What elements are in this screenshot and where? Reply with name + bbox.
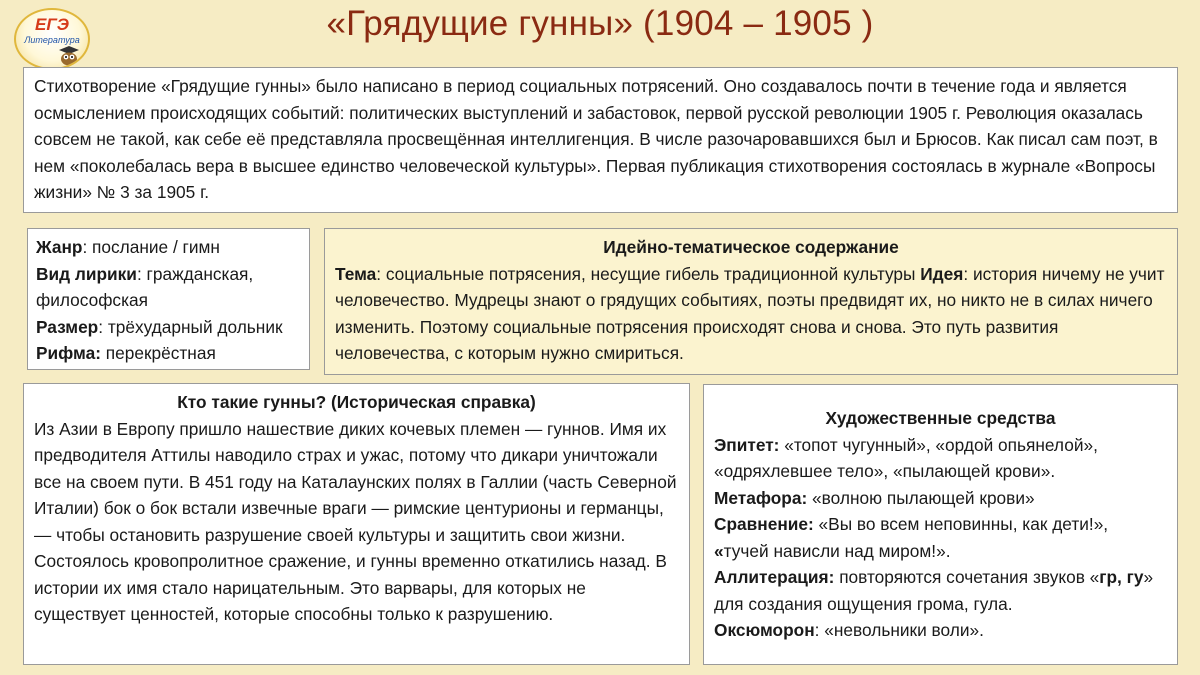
idea-value: : история ничему не учит человечество. Мудрецы знают о грядущих событиях, поэты предвидят их, но никто не в силах ничего изменить. Поэтому социальные потрясения происходят снова и снова. Это путь развития человечества, с которым нужно смириться. bbox=[335, 263, 1165, 363]
rhyme-label: Рифма: bbox=[36, 343, 101, 363]
idea-heading: Идейно-тематическое содержание bbox=[603, 237, 899, 257]
art-devices-box bbox=[703, 384, 1178, 665]
idea-text bbox=[335, 261, 1167, 367]
metaphor-line bbox=[714, 485, 1167, 512]
genre-label: Жанр bbox=[36, 237, 83, 257]
oxymoron-line bbox=[714, 617, 1167, 644]
meter-line bbox=[36, 314, 301, 341]
simile-value-2: тучей нависли над миром!». bbox=[723, 540, 951, 561]
genre-value: : послание / гимн bbox=[82, 237, 220, 257]
metaphor-value: «волною пылающей крови» bbox=[807, 487, 1035, 508]
epithet-value: «топот чугунный», «ордой опьянелой», «одряхлевшее тело», «пылающей крови». bbox=[714, 434, 1098, 481]
rhyme-line bbox=[36, 340, 301, 367]
rhyme-value: перекрёстная bbox=[100, 343, 216, 363]
huns-text: Из Азии в Европу пришло нашествие диких кочевых племен — гуннов. Имя их предводителя Аттилы наводило страх и ужас, потому что дикари уничтожали все на своем пути. В 451 году на Каталаунских полях в Галлии (часть Северной Италии) бок о бок встали извечные враги — римские центурионы и германцы, — чтобы остановить разрушение своей культуры и защитить свои жизни. Состоялось кровопролитное сражение, и гунны временно откатились назад. В истории их имя стало нарицательным. Это варвары, для которых не существует ценностей, которые способны только к разрушению. bbox=[34, 418, 677, 624]
facts-box bbox=[27, 228, 310, 370]
idea-box bbox=[324, 228, 1178, 375]
simile-quote: « bbox=[714, 540, 724, 561]
art-heading: Художественные средства bbox=[825, 408, 1056, 428]
intro-text: Стихотворение «Грядущие гунны» было написано в период социальных потрясений. Оно создавалось почти в течение года и является осмыслением происходящих событий: политических выступлений и забастовок, первой русской революции 1905 г. Революция оказалась совсем не такой, как себе её представляла просвещённая интеллигенция. В числе разочаровавшихся был и Брюсов. Как писал сам поэт, в нем «поколебалась вера в высшее единство человеческой культуры». Первая публикация стихотворения состоялась в журнале «Вопросы жизни» № 3 за 1905 г. bbox=[34, 76, 1158, 202]
epithet-line bbox=[714, 432, 1167, 485]
page-title: «Грядущие гунны» (1904 – 1905 ) bbox=[326, 4, 874, 43]
simile-value: «Вы во всем неповинны, как дети!», bbox=[813, 514, 1109, 534]
logo-subject-text: Литература bbox=[24, 35, 80, 45]
huns-heading: Кто такие гунны? (Историческая справка) bbox=[177, 392, 536, 412]
lyric-label: Вид лирики bbox=[36, 263, 137, 284]
alliteration-value: повторяются сочетания звуков « bbox=[834, 567, 1100, 587]
meter-value: : трёхударный дольник bbox=[98, 316, 283, 337]
theme-label: Тема bbox=[335, 263, 377, 284]
intro-box bbox=[23, 67, 1178, 213]
simile-label: Сравнение: bbox=[714, 514, 814, 534]
alliteration-line bbox=[714, 564, 1167, 617]
metaphor-label: Метафора: bbox=[714, 487, 808, 508]
lyric-value: : гражданская, философская bbox=[36, 263, 254, 310]
huns-history-box bbox=[23, 383, 690, 665]
alliteration-value-2: » для создания ощущения грома, гула. bbox=[714, 567, 1154, 614]
alliteration-label: Аллитерация: bbox=[714, 567, 835, 587]
epithet-label: Эпитет: bbox=[714, 434, 780, 455]
idea-label: Идея bbox=[920, 263, 964, 284]
alliteration-sound-gu: гу bbox=[1126, 567, 1144, 587]
logo-ege-text: ЕГЭ bbox=[35, 15, 69, 34]
owl-icon bbox=[56, 44, 82, 66]
alliteration-sound-gr: гр, bbox=[1099, 567, 1122, 587]
lyric-line bbox=[36, 261, 301, 314]
oxymoron-value: : «невольники воли». bbox=[814, 620, 984, 640]
simile-line bbox=[714, 511, 1167, 564]
oxymoron-label: Оксюморон bbox=[714, 620, 815, 640]
meter-label: Размер bbox=[36, 316, 99, 337]
theme-value: : социальные потрясения, несущие гибель традиционной культуры bbox=[376, 263, 921, 284]
genre-line bbox=[36, 234, 301, 261]
